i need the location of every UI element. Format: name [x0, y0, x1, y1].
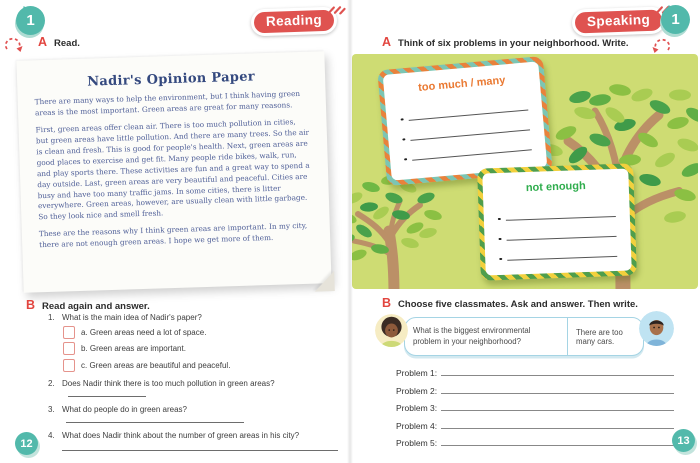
page-number: 13: [672, 429, 695, 452]
paper-paragraph: First, green areas offer clean air. There is too much pollution in cities, but green areas have little pollution. And there are many trees. So the air is clean and fresh. This is good for people's health. Next, green areas are good places to exercise and get fit. Many people ride bikes, walk, run, and play sports there. These activities are fun and a great way to spend a day outside. Last, green areas are very beautiful and peaceful. Cities are busy and have too many traffic jams. In some cities, there is litter everywhere. Green areas, however, are usually clean with little garbage. So they look nice and smell fresh.: [35, 117, 310, 222]
question-text: Does Nadir think there is too much pollution in green areas?: [62, 379, 338, 399]
problem-row: [396, 413, 674, 430]
question-text: What do people do in green areas?: [62, 405, 338, 425]
cycle-arrow-icon: [2, 35, 26, 55]
answer-blank[interactable]: [441, 410, 674, 411]
paper-paragraph: These are the reasons why I think green areas are important. In my city, there are not enough green areas. I hope we get more of them.: [38, 221, 308, 250]
problem-row: [396, 396, 674, 413]
bullet-icon: [402, 138, 405, 141]
dialog-bubble: [404, 317, 644, 356]
question-1: [48, 313, 338, 322]
speaking-banner-label: Speaking: [586, 11, 651, 30]
reading-banner: [251, 7, 338, 37]
problem-row: [396, 431, 674, 448]
motion-lines-icon: [327, 0, 346, 15]
activity-a-header: [38, 35, 80, 49]
activity-b-letter: B: [26, 298, 36, 312]
answer-blank[interactable]: [412, 149, 532, 160]
problem-label: Problem 2:: [396, 385, 438, 396]
answer-blank[interactable]: [441, 393, 674, 394]
dialog-question: What is the biggest environmental problem in your neighborhood?: [405, 318, 568, 355]
answer-blank[interactable]: [441, 375, 674, 376]
page-speaking: [350, 0, 700, 463]
write-in-row: [499, 239, 618, 263]
unit-number: 1: [26, 12, 35, 29]
activity-a-letter: A: [382, 35, 392, 49]
problem-row: [396, 378, 674, 395]
dialog-answer: There are too many cars.: [576, 327, 623, 346]
answer-blank[interactable]: [66, 414, 244, 423]
problem-label: Problem 1:: [396, 368, 438, 379]
opinion-paper: [16, 51, 331, 293]
not-enough-card: [477, 163, 637, 280]
paper-paragraph: There are many ways to help the environment, but I think having green areas is the most important. Green areas are great for many reasons.: [34, 89, 301, 118]
too-much-card-title: too much / many: [417, 74, 506, 94]
boy-avatar: [639, 311, 674, 346]
activity-b-instruction: Choose five classmates. Ask and answer. Then write.: [398, 299, 638, 310]
park-illustration: [352, 54, 698, 289]
bullet-icon: [499, 257, 502, 260]
activity-a-instruction: Read.: [54, 38, 80, 49]
activity-b-header: [382, 296, 638, 310]
book-spine: [347, 0, 353, 463]
option-checkbox[interactable]: [63, 342, 75, 355]
option-checkbox[interactable]: [63, 359, 75, 372]
answer-blank[interactable]: [441, 445, 674, 446]
question-list: [48, 313, 338, 451]
page-curl: [314, 271, 335, 292]
problem-row: [396, 361, 674, 378]
reading-banner-label: Reading: [265, 12, 323, 29]
question-number: 1.: [48, 313, 55, 322]
option-a: [63, 326, 338, 339]
unit-number: 1: [671, 11, 680, 28]
option-c: [63, 359, 338, 372]
girl-avatar: [375, 314, 408, 347]
problem-label: Problem 5:: [396, 437, 438, 448]
option-label: a. Green areas need a lot of space.: [81, 327, 207, 337]
question-4: [48, 431, 338, 440]
answer-blank[interactable]: [62, 449, 338, 451]
question-2: [48, 379, 338, 399]
activity-a-header: [382, 35, 629, 49]
answer-blank[interactable]: [507, 256, 617, 261]
question-3: [48, 405, 338, 425]
activity-a-letter: A: [38, 35, 48, 49]
speaking-banner: [572, 6, 666, 36]
answer-blank[interactable]: [68, 388, 146, 397]
question-text: What is the main idea of Nadir's paper?: [62, 313, 202, 322]
activity-b-instruction: Read again and answer.: [42, 301, 150, 312]
bullet-icon: [404, 158, 407, 161]
bullet-icon: [401, 118, 404, 121]
activity-a-instruction: Think of six problems in your neighborhood. Write.: [398, 38, 629, 49]
bullet-icon: [498, 217, 501, 220]
question-number: 4.: [48, 430, 55, 440]
page-number: 12: [15, 432, 38, 455]
cycle-arrow-icon: [649, 36, 673, 56]
problem-label: Problem 3:: [396, 403, 438, 414]
option-label: c. Green areas are beautiful and peaceful.: [81, 360, 231, 370]
bullet-icon: [499, 237, 502, 240]
problem-label: Problem 4:: [396, 420, 438, 431]
option-checkbox[interactable]: [63, 326, 75, 339]
unit-number-badge: [661, 5, 690, 34]
option-label: b. Green areas are important.: [81, 344, 186, 353]
question-number: 3.: [48, 404, 55, 414]
problem-list: [396, 361, 674, 448]
activity-b-letter: B: [382, 296, 392, 310]
not-enough-card-title: not enough: [525, 179, 586, 195]
activity-b-header: [26, 298, 150, 312]
question-text: What does Nadir think about the number of green areas in his city?: [62, 430, 300, 440]
option-b: [63, 342, 338, 355]
paper-title: Nadir's Opinion Paper: [87, 69, 256, 90]
answer-blank[interactable]: [441, 428, 674, 429]
unit-number-badge: [16, 6, 45, 35]
question-number: 2.: [48, 378, 55, 388]
